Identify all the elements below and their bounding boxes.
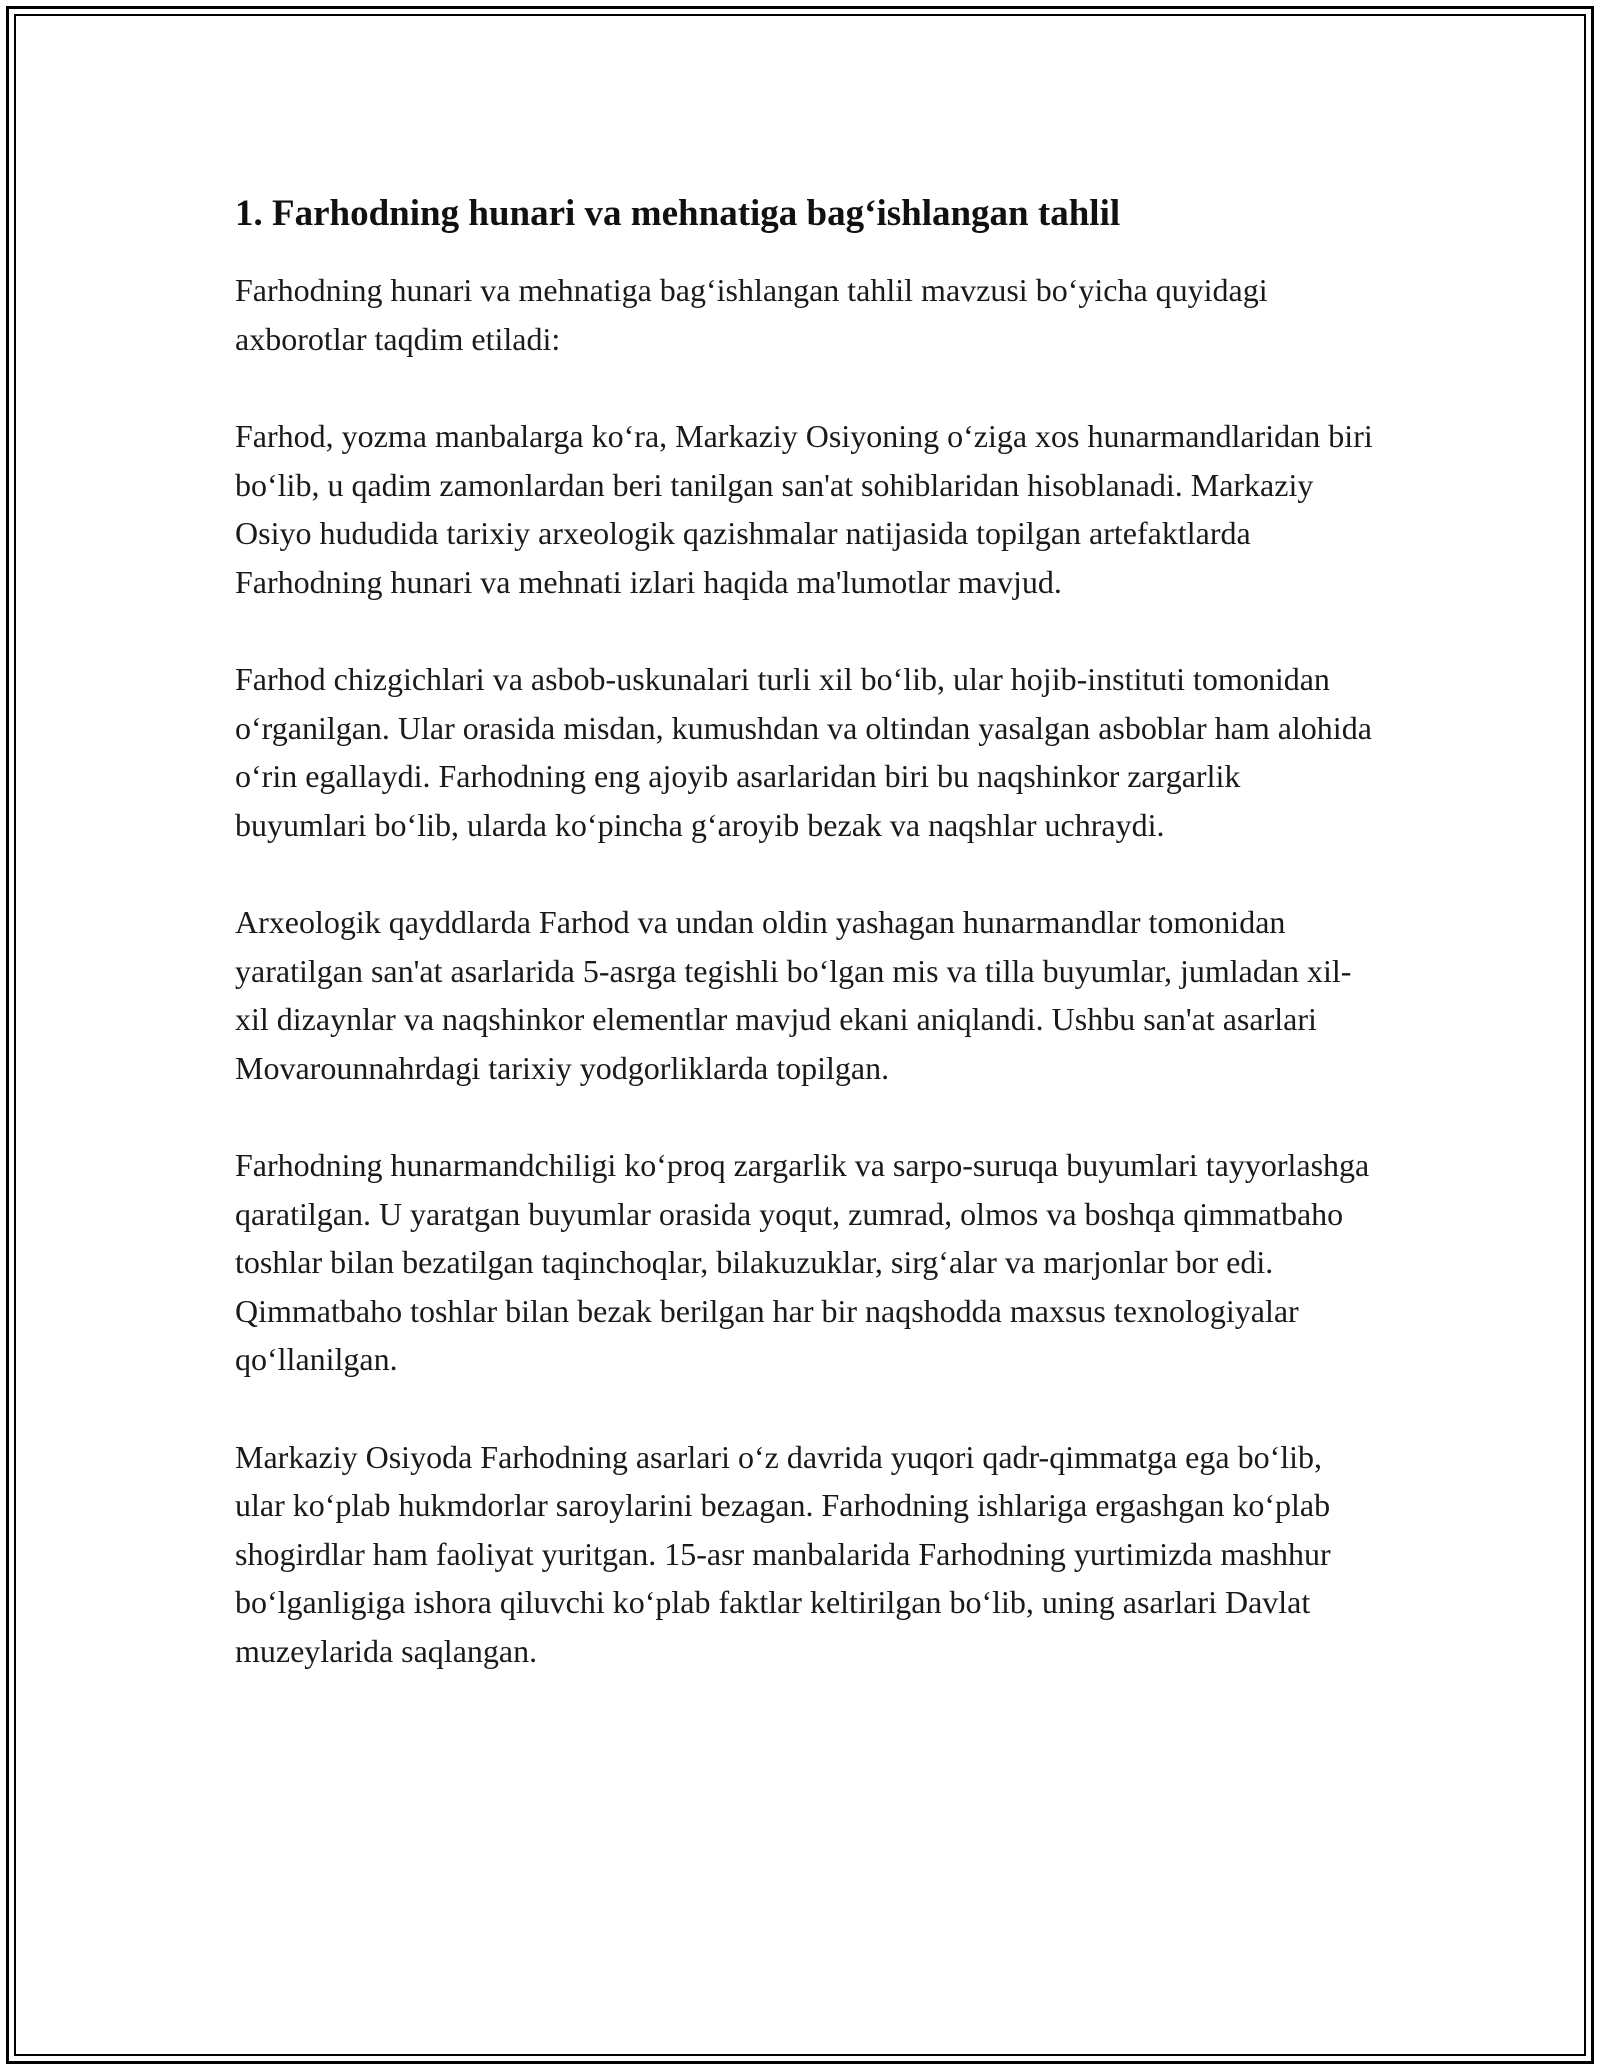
paragraph-legacy: Markaziy Osiyoda Farhodning asarlari o‘z davrida yuqori qadr-qimmatga ega bo‘lib, ular ko‘plab hukmdorlar saroylarini bezagan. Farhodning ishlariga ergashgan ko‘plab shogirdlar ham faoliyat yuritgan. 15-asr manbalarida Farhodning yurtimizda mashhur bo‘lganligiga ishora qiluvchi ko‘plab faktlar keltirilgan bo‘lib, uning asarlari Davlat muzeylarida saqlangan. xyxy=(235,1438,1331,1669)
document-body xyxy=(235,190,1375,1724)
paragraph-archaeology: Arxeologik qayddlarda Farhod va undan oldin yashagan hunarmandlar tomonidan yaratilgan san'at asarlarida 5-asrga tegishli bo‘lgan mis va tilla buyumlar, jumladan xil-xil dizaynlar va naqshinkor elementlar mavjud ekani aniqlandi. Ushbu san'at asarlari Movarounnahrdagi tarixiy yodgorliklarda topilgan. xyxy=(235,904,1352,1086)
paragraph-tools: Farhod chizgichlari va asbob-uskunalari turli xil bo‘lib, ular hojib-instituti tomonidan o‘rganilgan. Ular orasida misdan, kumushdan va oltindan yasalgan asboblar ham alohida o‘rin egallaydi. Farhodning eng ajoyib asarlaridan biri bu naqshinkor zargarlik buyumlari bo‘lib, ularda ko‘pincha g‘aroyib bezak va naqshlar uchraydi. xyxy=(235,661,1372,843)
paragraph-written-sources: Farhod, yozma manbalarga ko‘ra, Markaziy Osiyoning o‘ziga xos hunarmandlaridan biri bo‘lib, u qadim zamonlardan beri tanilgan san'at sohiblaridan hisoblanadi. Markaziy Osiyo hududida tarixiy arxeologik qazishmalar natijasida topilgan artefaktlarda Farhodning hunari va mehnati izlari haqida ma'lumotlar mavjud. xyxy=(235,418,1373,600)
intro-paragraph: Farhodning hunari va mehnatiga bag‘ishlangan tahlil mavzusi bo‘yicha quyidagi axborotlar taqdim etiladi: xyxy=(235,272,1268,357)
section-title: 1. Farhodning hunari va mehnatiga bag‘ishlangan tahlil xyxy=(235,193,1121,234)
paragraph-jewelry: Farhodning hunarmandchiligi ko‘proq zargarlik va sarpo-suruqa buyumlari tayyorlashga qaratilgan. U yaratgan buyumlar orasida yoqut, zumrad, olmos va boshqa qimmatbaho toshlar bilan bezatilgan taqinchoqlar, bilakuzuklar, sirg‘alar va marjonlar bor edi. Qimmatbaho toshlar bilan bezak berilgan har bir naqshodda maxsus texnologiyalar qo‘llanilgan. xyxy=(235,1147,1370,1377)
